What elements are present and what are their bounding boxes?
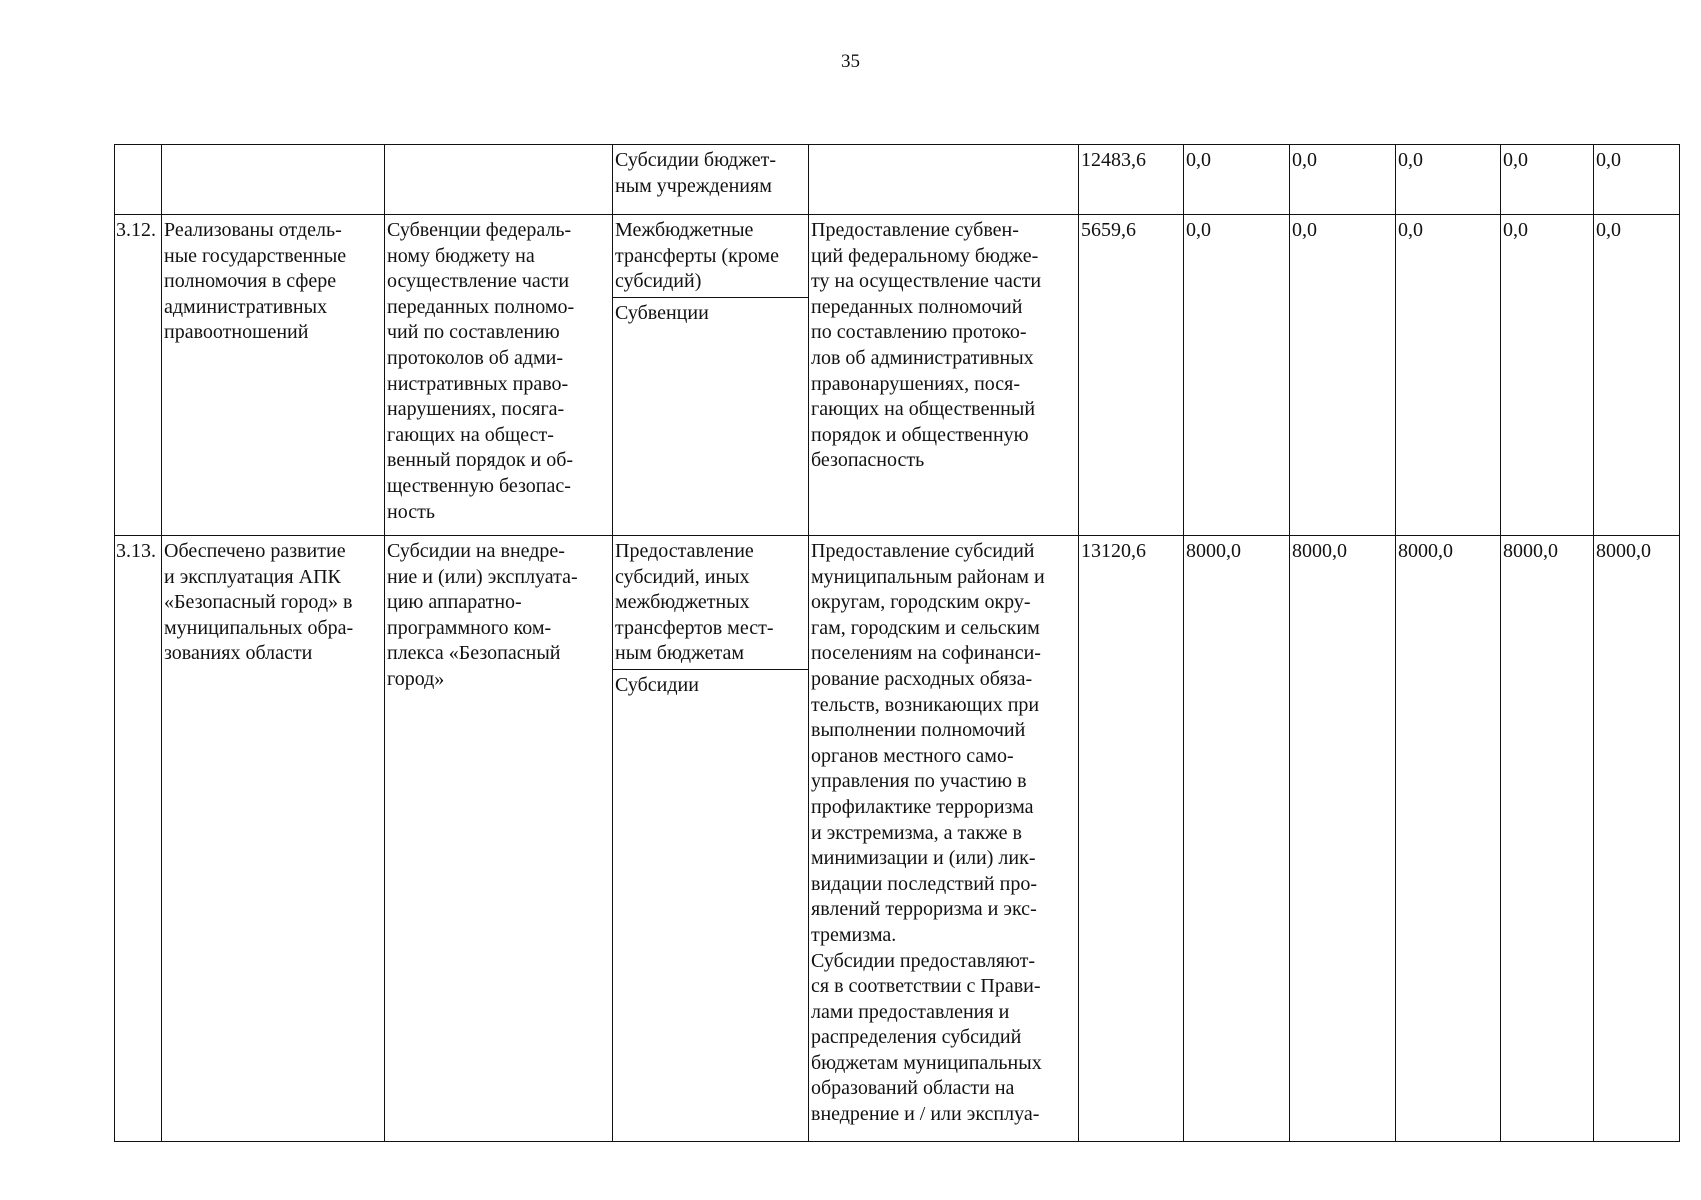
cell-number [115, 145, 162, 215]
table-row-3-12 [115, 215, 1680, 536]
result-text: Реализованы отдель- ные государственные полномочия в сфере административных правоотношений [164, 219, 347, 344]
table-row-continuation [115, 145, 1680, 215]
expense-type-bottom: Субвенции [615, 301, 709, 324]
cell-result [162, 145, 385, 215]
cell-description [809, 145, 1079, 215]
cell-measure [385, 215, 613, 536]
cell-value-year-1: 8000,0 [1184, 536, 1290, 1142]
cell-expense-type [613, 215, 809, 536]
cell-value-year-4: 0,0 [1501, 145, 1594, 215]
cell-description [809, 536, 1079, 1142]
description-text: Предоставление субвен- ций федеральному бюдже- ту на осуществление части переданных полномочий по составлению протоко- лов об административных правонарушениях, пося- гающих на общественный порядок и общественную безопасность [811, 219, 1042, 472]
cell-measure [385, 145, 613, 215]
cell-value-year-5: 8000,0 [1594, 536, 1680, 1142]
result-text: Обеспечено развитие и эксплуатация АПК «Безопасный город» в муниципальных обра- зованиях области [164, 540, 354, 665]
cell-measure [385, 536, 613, 1142]
expense-type-top: Предоставление субсидий, иных межбюджетных трансфертов мест- ным бюджетам [613, 536, 808, 670]
cell-value-total: 13120,6 [1079, 536, 1184, 1142]
cell-value-year-4: 8000,0 [1501, 536, 1594, 1142]
cell-value-year-2: 0,0 [1290, 145, 1396, 215]
expense-type-text: Субсидии бюджет- ным учреждениям [615, 149, 777, 197]
cell-result [162, 215, 385, 536]
cell-value-year-3: 8000,0 [1396, 536, 1501, 1142]
cell-value-year-2: 0,0 [1290, 215, 1396, 536]
cell-value-year-3: 0,0 [1396, 145, 1501, 215]
cell-value-year-4: 0,0 [1501, 215, 1594, 536]
measure-text: Субсидии на внедре- ние и (или) эксплуата- цию аппаратно- программного ком- плекса «Безопасный город» [387, 540, 578, 690]
cell-value-year-1: 0,0 [1184, 215, 1290, 536]
page-number: 35 [841, 51, 860, 72]
cell-number: 3.13. [115, 536, 162, 1142]
cell-value-total: 12483,6 [1079, 145, 1184, 215]
cell-value-year-5: 0,0 [1594, 215, 1680, 536]
description-text: Предоставление субсидий муниципальным районам и округам, городским окру- гам, городским и сельским поселениям на софинанси- рование расходных обяза- тельств, возникающих при выполнении полномочий органов местного само- управления по участию в профилактике терроризма и экстремизма, а также в минимизации и (или) лик- видации последствий про- явлений терроризма и экс- тремизма. Субсидии предоставляют- ся в соответствии с Прави- лами предоставления и распределения субсидий бюджетам муниципальных образований области на внедрение и / или эксплуа- [811, 540, 1045, 1126]
budget-table [114, 144, 1680, 1142]
cell-expense-type [613, 536, 809, 1142]
cell-expense-type [613, 145, 809, 215]
measure-text: Субвенции федераль- ному бюджету на осуществление части переданных полномо- чий по составлению протоколов об адми- нистративных право- нарушениях, посяга- гающих на общест- венный порядок и об- щественную безопас- ность [387, 219, 575, 523]
cell-value-year-5: 0,0 [1594, 145, 1680, 215]
cell-value-year-3: 0,0 [1396, 215, 1501, 536]
cell-description [809, 215, 1079, 536]
expense-type-top: Межбюджетные трансферты (кроме субсидий) [613, 215, 808, 298]
table-row-3-13 [115, 536, 1680, 1142]
cell-result [162, 536, 385, 1142]
cell-value-total: 5659,6 [1079, 215, 1184, 536]
expense-type-bottom: Субсидии [615, 673, 699, 696]
cell-number: 3.12. [115, 215, 162, 536]
cell-value-year-2: 8000,0 [1290, 536, 1396, 1142]
cell-value-year-1: 0,0 [1184, 145, 1290, 215]
